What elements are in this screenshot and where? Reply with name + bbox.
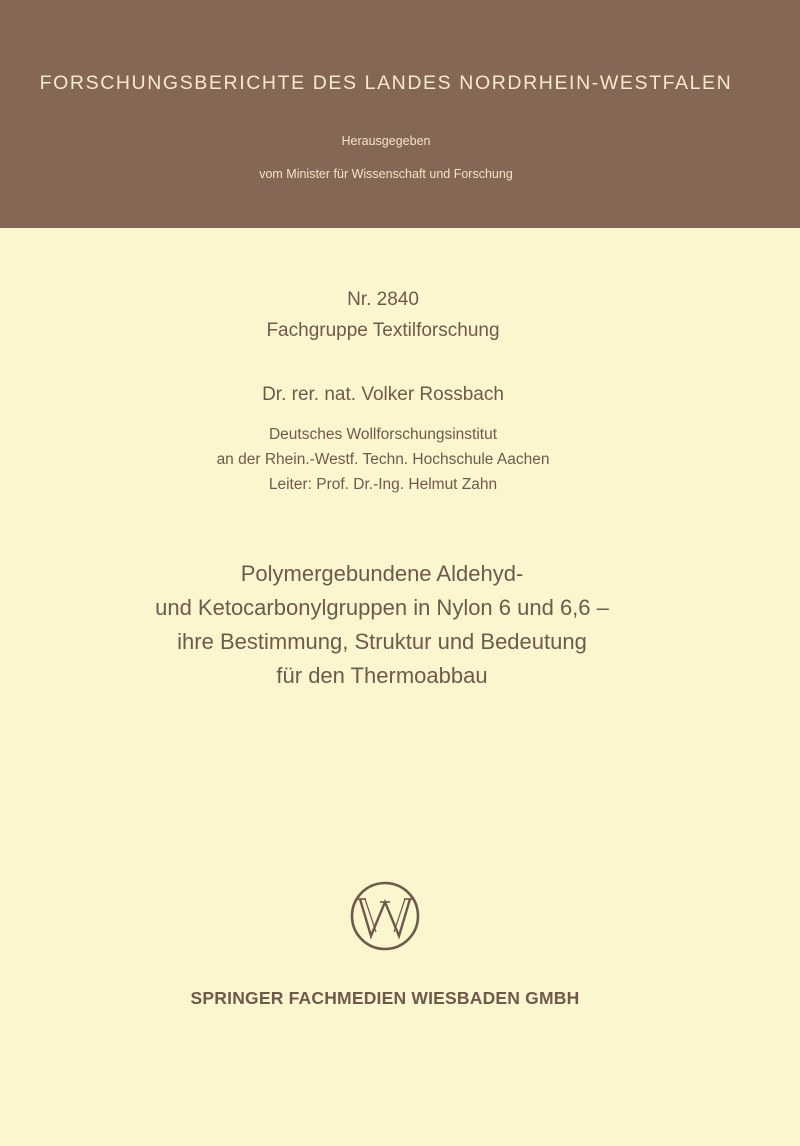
book-title-line: für den Thermoabbau	[276, 663, 488, 688]
institution-line: an der Rhein.-Westf. Techn. Hochschule Aachen	[216, 451, 550, 468]
header-band	[0, 0, 800, 228]
publisher-name: SPRINGER FACHMEDIEN WIESBADEN GMBH	[190, 988, 580, 1008]
book-title-line: Polymergebundene Aldehyd-	[240, 561, 524, 586]
editor-line-herausgegeben: Herausgegeben	[341, 134, 431, 148]
institution-line: Deutsches Wollforschungsinstitut	[268, 426, 497, 443]
author-name: Dr. rer. nat. Volker Rossbach	[262, 384, 504, 405]
subject-group: Fachgruppe Textilforschung	[266, 320, 500, 341]
book-title-line: ihre Bestimmung, Struktur und Bedeutung	[177, 629, 587, 654]
vw-publisher-logo-icon	[349, 880, 421, 952]
editor-line-minister: vom Minister für Wissenschaft und Forschung	[259, 167, 513, 181]
institution-line: Leiter: Prof. Dr.-Ing. Helmut Zahn	[268, 476, 498, 493]
volume-number: Nr. 2840	[347, 289, 419, 310]
book-title-line: und Ketocarbonylgruppen in Nylon 6 und 6,6 –	[155, 595, 609, 620]
series-title: FORSCHUNGSBERICHTE DES LANDES NORDRHEIN-WESTFALEN	[39, 72, 733, 94]
